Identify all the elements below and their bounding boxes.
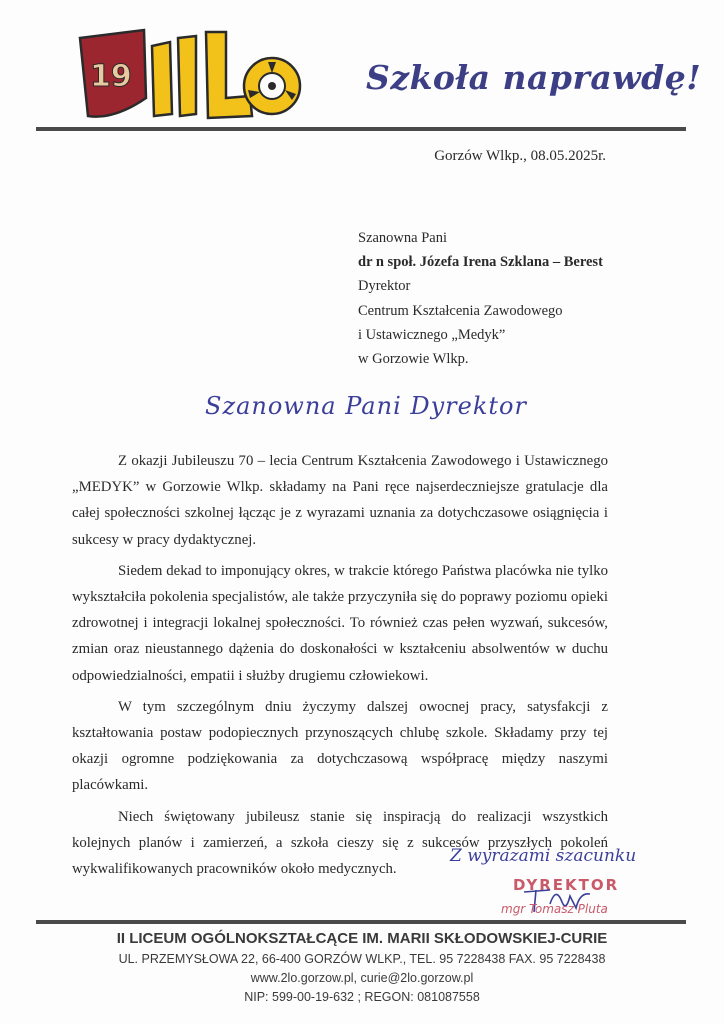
- addressee-city: w Gorzowie Wlkp.: [358, 351, 469, 368]
- footer-ids: NIP: 599-00-19-632 ; REGON: 081087558: [244, 990, 480, 1004]
- paragraph: Z okazji Jubileuszu 70 – lecia Centrum Kształcenia Zawodowego i Ustawicznego „MEDYK” w Gorzowie Wlkp. składamy na Pani ręce najserdeczniejsze gratulacje dla całej społeczności szkolnej łącząc je z wyrazami uznania za dotychczasowe osiągnięcia i sukcesy w pracy dydaktycznej.: [72, 453, 608, 548]
- addressee-org-line-2: i Ustawicznego „Medyk”: [358, 326, 506, 343]
- header-rule: [36, 127, 686, 131]
- footer-address: UL. PRZEMYSŁOWA 22, 66-400 GORZÓW WLKP., TEL. 95 7228438 FAX. 95 7228438: [118, 952, 606, 966]
- stamp-name: mgr Tomasz Pluta: [501, 902, 608, 916]
- addressee-block: [358, 226, 603, 371]
- paragraph: Siedem dekad to imponujący okres, w trakcie którego Państwa placówka nie tylko wykształciła pokolenia specjalistów, ale także przyczyniła się do poprawy poziomu opieki zdrowotnej i integracji lokalnej społeczności. To również czas pełen wyzwań, sukcesów, zmian oraz nieustannego dążenia do doskonałości w kształceniu absolwentów w duchu odpowiedzialności, empatii i służby drugiemu człowiekowi.: [72, 562, 608, 684]
- addressee-title: Dyrektor: [358, 278, 411, 295]
- letter-date: Gorzów Wlkp., 08.05.2025r.: [434, 148, 606, 164]
- footer-contact: www.2lo.gorzow.pl, curie@2lo.gorzow.pl: [250, 971, 474, 985]
- handwritten-greeting: Szanowna Pani Dyrektor: [205, 392, 527, 420]
- handwritten-closing: Z wyrazami szacunku: [450, 846, 637, 866]
- school-logo: [74, 24, 304, 124]
- letter-body: [72, 448, 608, 882]
- svg-text:19: 19: [90, 59, 132, 94]
- addressee-salutation: Szanowna Pani: [358, 230, 447, 246]
- footer-school-name: II LICEUM OGÓLNOKSZTAŁCĄCE IM. MARII SKŁODOWSKIEJ-CURIE: [116, 930, 608, 947]
- addressee-org-line-1: Centrum Kształcenia Zawodowego: [358, 302, 563, 319]
- addressee-name: dr n społ. Józefa Irena Szklana – Berest: [358, 254, 603, 271]
- stamp-role: DYREKTOR: [513, 876, 620, 894]
- school-slogan: Szkoła naprawdę!: [366, 58, 702, 97]
- paragraph: Niech świętowany jubileusz stanie się inspiracją do realizacji wszystkich kolejnych planów i zamierzeń, a szkoła cieszy się z sukcesów przyszłych pokoleń wykwalifikowanych pracowników około medycznych.: [72, 808, 608, 878]
- paragraph: W tym szczególnym dniu życzymy dalszej owocnej pracy, satysfakcji z kształtowania postaw podopiecznych przynoszących chlubę szkole. Składamy przy tej okazji ogromne podziękowania za dotychczasową współpracę między naszymi placówkami.: [72, 698, 608, 794]
- footer-rule: [36, 920, 686, 924]
